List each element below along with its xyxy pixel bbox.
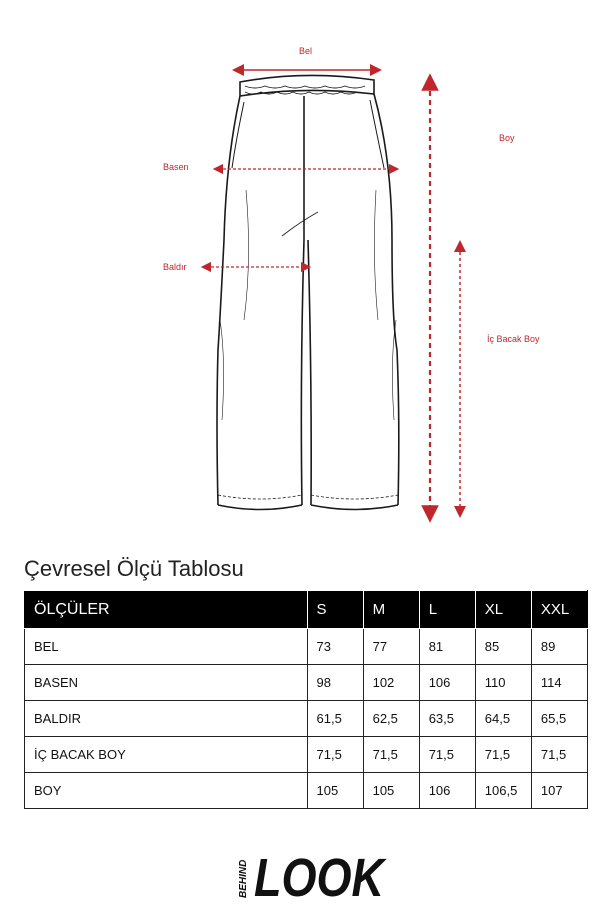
- table-row: [25, 737, 588, 773]
- table-cell: 71,5: [531, 737, 587, 773]
- table-cell: 64,5: [475, 701, 531, 737]
- table-row: [25, 701, 588, 737]
- label-boy: Boy: [499, 133, 515, 143]
- size-table: [24, 590, 588, 809]
- table-cell: 110: [475, 665, 531, 701]
- table-header-row: [25, 591, 588, 629]
- table-cell: 81: [419, 629, 475, 665]
- pants-outline: [217, 75, 399, 509]
- measurement-arrows: [206, 70, 460, 514]
- table-cell: 107: [531, 773, 587, 809]
- brand-logo: [0, 840, 613, 910]
- table-row: [25, 665, 588, 701]
- table-cell: 71,5: [307, 737, 363, 773]
- label-basen: Basen: [163, 162, 189, 172]
- table-cell: 114: [531, 665, 587, 701]
- table-cell: 73: [307, 629, 363, 665]
- table-cell: 102: [363, 665, 419, 701]
- row-label: BASEN: [25, 665, 308, 701]
- table-cell: 71,5: [475, 737, 531, 773]
- table-cell: 105: [363, 773, 419, 809]
- header-size-m: M: [363, 591, 419, 629]
- label-baldir: Baldır: [163, 262, 187, 272]
- row-label: BALDIR: [25, 701, 308, 737]
- row-label: BOY: [25, 773, 308, 809]
- table-cell: 85: [475, 629, 531, 665]
- table-row: [25, 629, 588, 665]
- table-cell: 63,5: [419, 701, 475, 737]
- label-ic-bacak-boy: İç Bacak Boy: [487, 334, 540, 344]
- table-row: [25, 773, 588, 809]
- table-cell: 106,5: [475, 773, 531, 809]
- table-cell: 105: [307, 773, 363, 809]
- header-olculer: ÖLÇÜLER: [25, 591, 308, 629]
- table-cell: 62,5: [363, 701, 419, 737]
- row-label: BEL: [25, 629, 308, 665]
- table-cell: 77: [363, 629, 419, 665]
- table-cell: 65,5: [531, 701, 587, 737]
- logo-big-text: LOOK: [254, 848, 388, 908]
- table-cell: 71,5: [419, 737, 475, 773]
- table-title: Çevresel Ölçü Tablosu: [24, 556, 244, 581]
- table-cell: 106: [419, 665, 475, 701]
- table-cell: 71,5: [363, 737, 419, 773]
- header-size-l: L: [419, 591, 475, 629]
- header-size-s: S: [307, 591, 363, 629]
- row-label: İÇ BACAK BOY: [25, 737, 308, 773]
- header-size-xl: XL: [475, 591, 531, 629]
- label-bel: Bel: [299, 46, 313, 56]
- table-cell: 61,5: [307, 701, 363, 737]
- table-cell: 98: [307, 665, 363, 701]
- table-cell: 106: [419, 773, 475, 809]
- table-cell: 89: [531, 629, 587, 665]
- logo-small-text: BEHIND: [238, 859, 249, 898]
- header-size-xxl: XXL: [531, 591, 587, 629]
